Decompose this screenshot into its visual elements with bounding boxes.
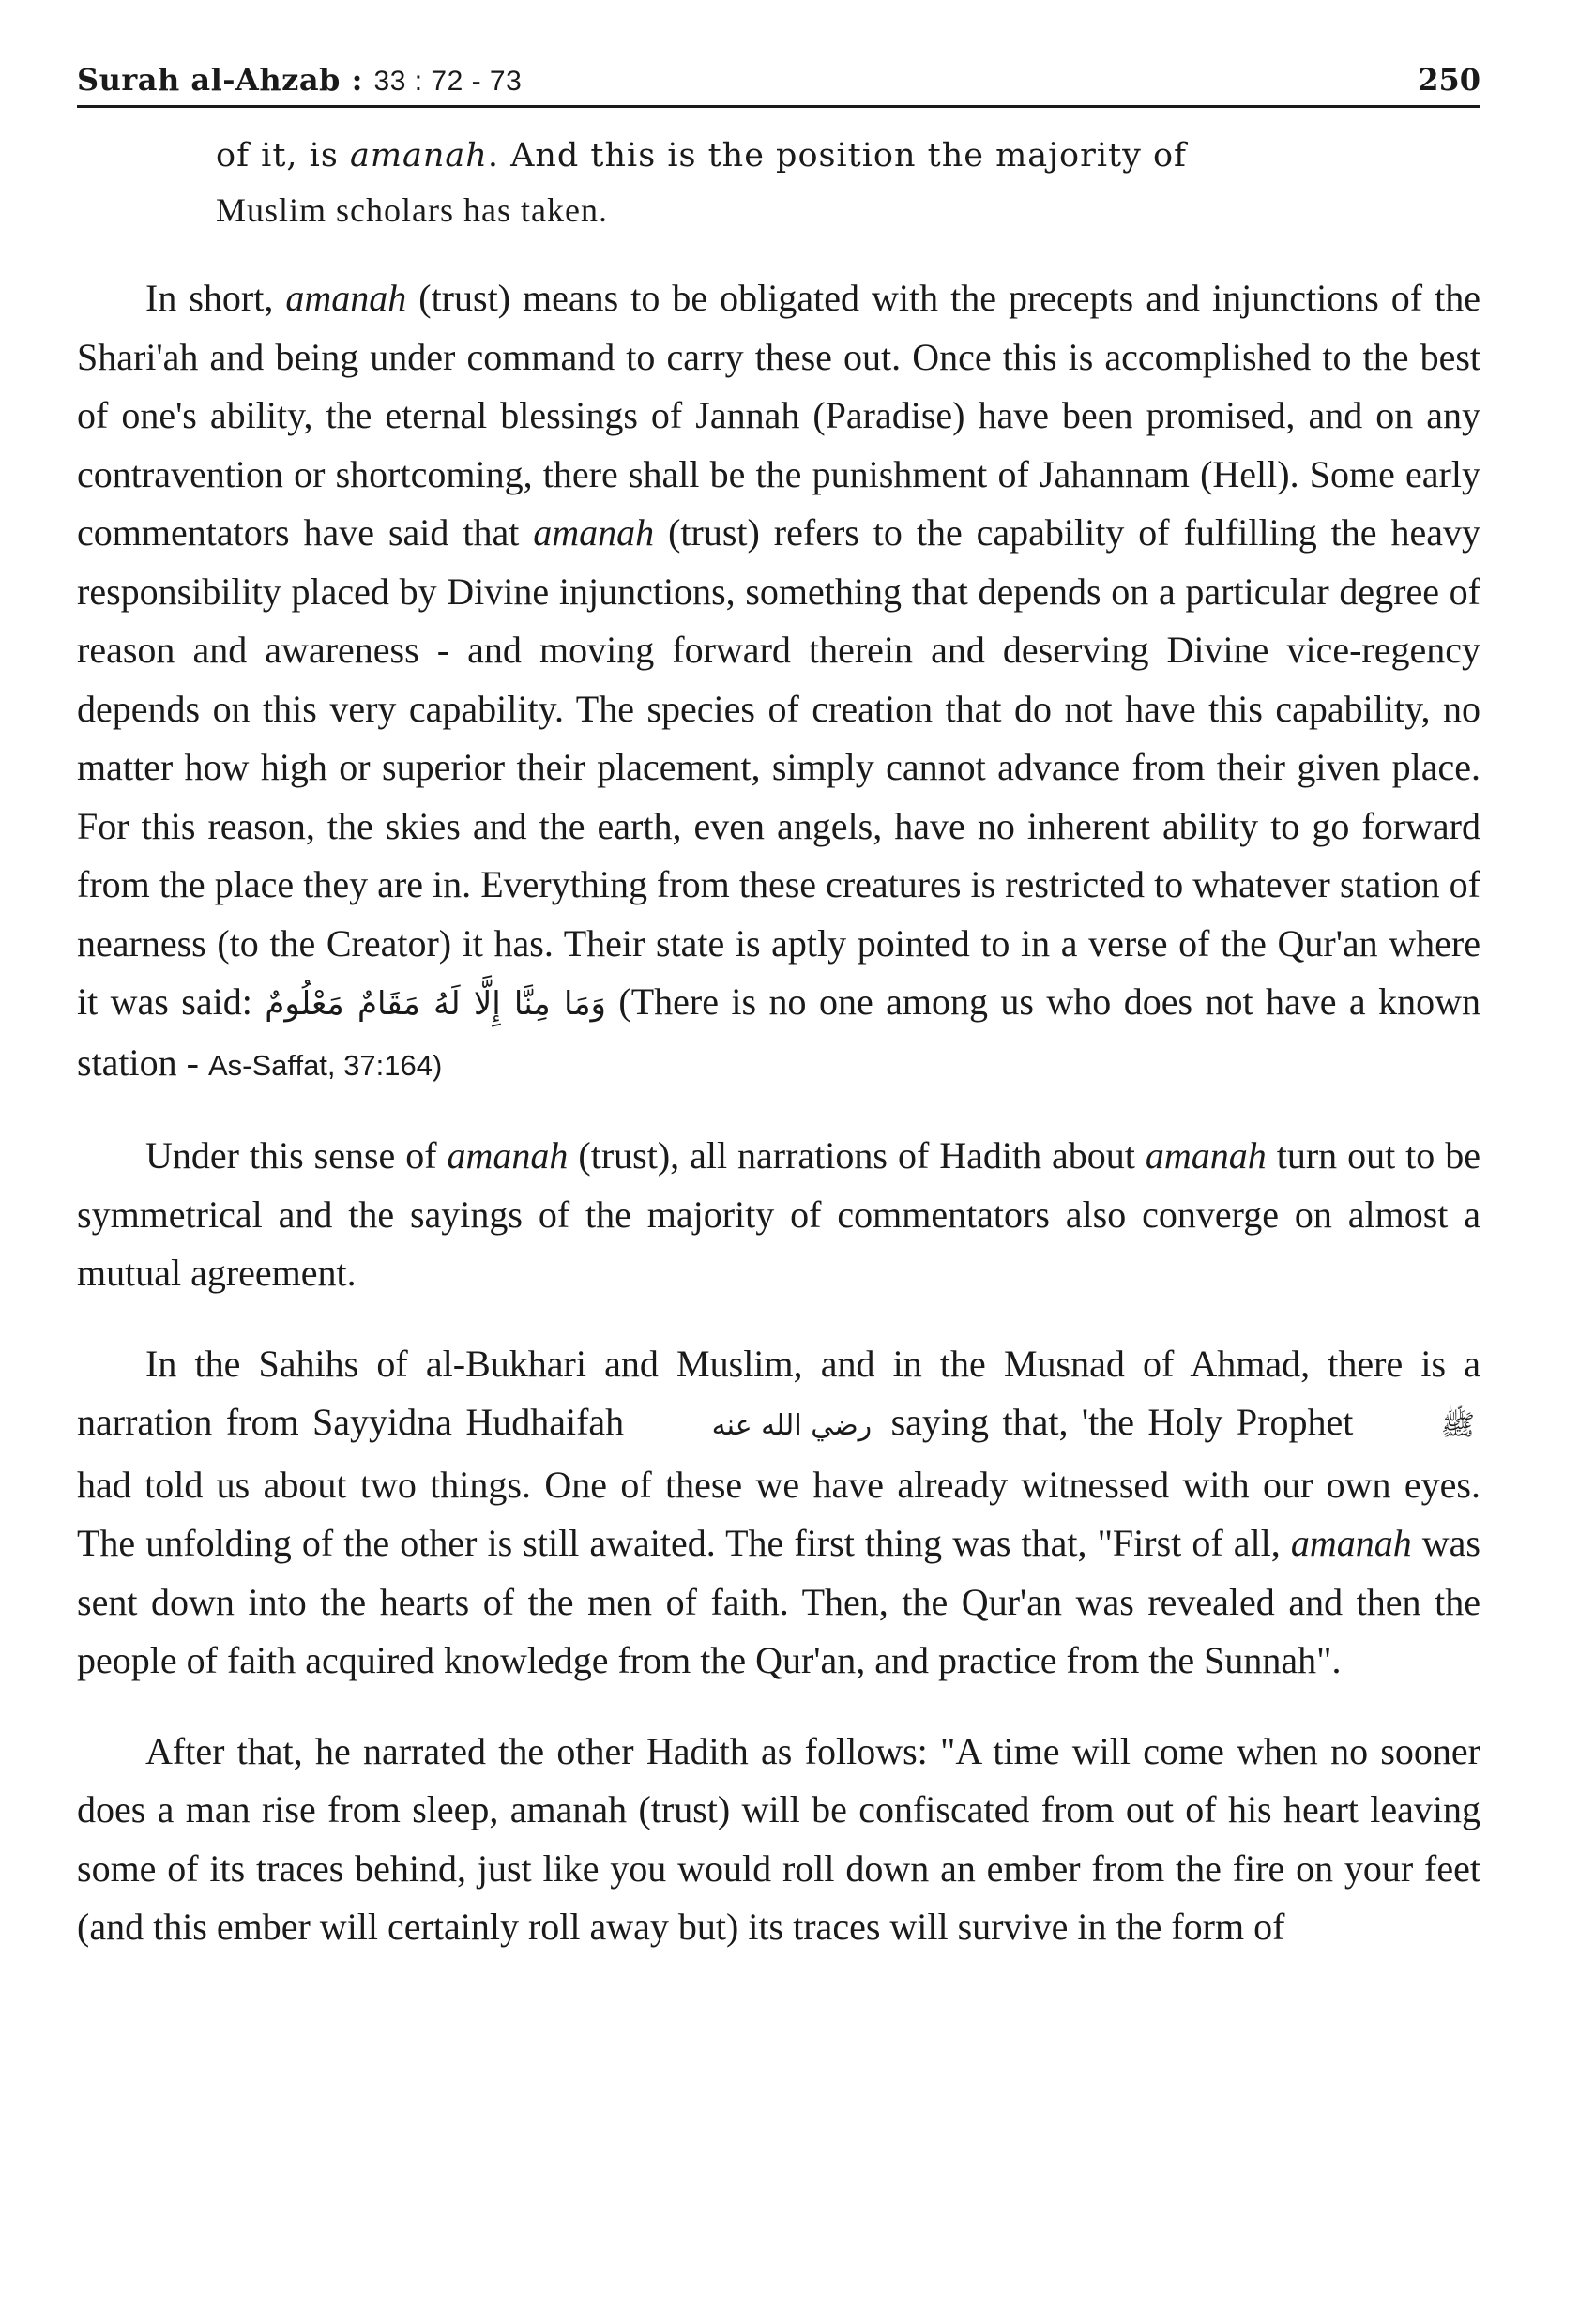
header-verse-ref: 33 : 72 - 73 <box>373 66 523 97</box>
honorific-ra-icon: رضي الله عنه <box>711 1409 873 1442</box>
running-header <box>77 38 1480 108</box>
page <box>77 38 1480 1957</box>
paragraph-1: In short, amanah (trust) means to be obligated with the precepts and injunctions of the Shari'ah and being under command to carry these out. Once this is accomplished to the best of one's ability, the eternal blessings of Jannah (Paradise) have been promised, and on any contravention or shortcoming, there shall be the punishment of Jahannam (Hell). Some early commentators have said that amanah (trust) refers to the capability of fulfilling the heavy responsibility placed by Divine injunctions, something that depends on a particular degree of reason and awareness - and moving forward therein and deserving Divine vice-regency depends on this very capability. The species of creation that do not have this capability, no matter how high or superior their placement, simply cannot advance from their given place. For this reason, the skies and the earth, even angels, have no inherent ability to go forward from the place they are in. Everything from these creatures is restricted to whatever station of nearness (to the Creator) it has. Their state is aptly pointed to in a verse of the Qur'an where it was said: وَمَا مِنَّا إِلَّا لَهُ مَقَامٌ مَعْلُومٌ (There is no one among us who does not have a known station - As-Saffat, 37:164) <box>77 277 1481 1084</box>
verse-reference: As-Saffat, 37:164) <box>207 1048 443 1082</box>
header-surah: Surah al-Ahzab : <box>77 62 374 98</box>
quote-line-1: of it, is amanah. And this is the position the majority of <box>216 137 1188 175</box>
quote-line-2: Muslim scholars has taken. <box>216 191 608 229</box>
honorific-pbuh-icon: ﷺ <box>1440 1409 1475 1442</box>
arabic-verse: وَمَا مِنَّا إِلَّا لَهُ مَقَامٌ مَعْلُومٌ <box>265 985 606 1023</box>
quote-continuation <box>216 129 1426 237</box>
page-number: 250 <box>1418 62 1480 98</box>
paragraph-4: After that, he narrated the other Hadith as follows: "A time will come when no sooner does a man rise from sleep, amanah (trust) will be confiscated from out of his heart leaving some of its traces behind, just like you would roll down an ember from the fire on your feet (and this ember will certainly roll away but) its traces will survive in the form of <box>77 1729 1480 1948</box>
paragraph-2: Under this sense of amanah (trust), all narrations of Hadith about amanah turn out to be symmetrical and the sayings of the majority of commentators also converge on almost a mutual agreement. <box>77 1134 1481 1294</box>
header-title <box>77 62 522 98</box>
paragraph-3: In the Sahihs of al-Bukhari and Muslim, and in the Musnad of Ahmad, there is a narration from Sayyidna Hudhaifah رضي الله عنه saying that, 'the Holy Prophet ﷺ had told us about two things. One of these we have already witnessed with our own eyes. The unfolding of the other is still awaited. The first thing was that, "First of all, amanah was sent down into the hearts of the men of faith. Then, the Qur'an was revealed and then the people of faith acquired knowledge from the Qur'an, and practice from the Sunnah". <box>77 1342 1480 1681</box>
